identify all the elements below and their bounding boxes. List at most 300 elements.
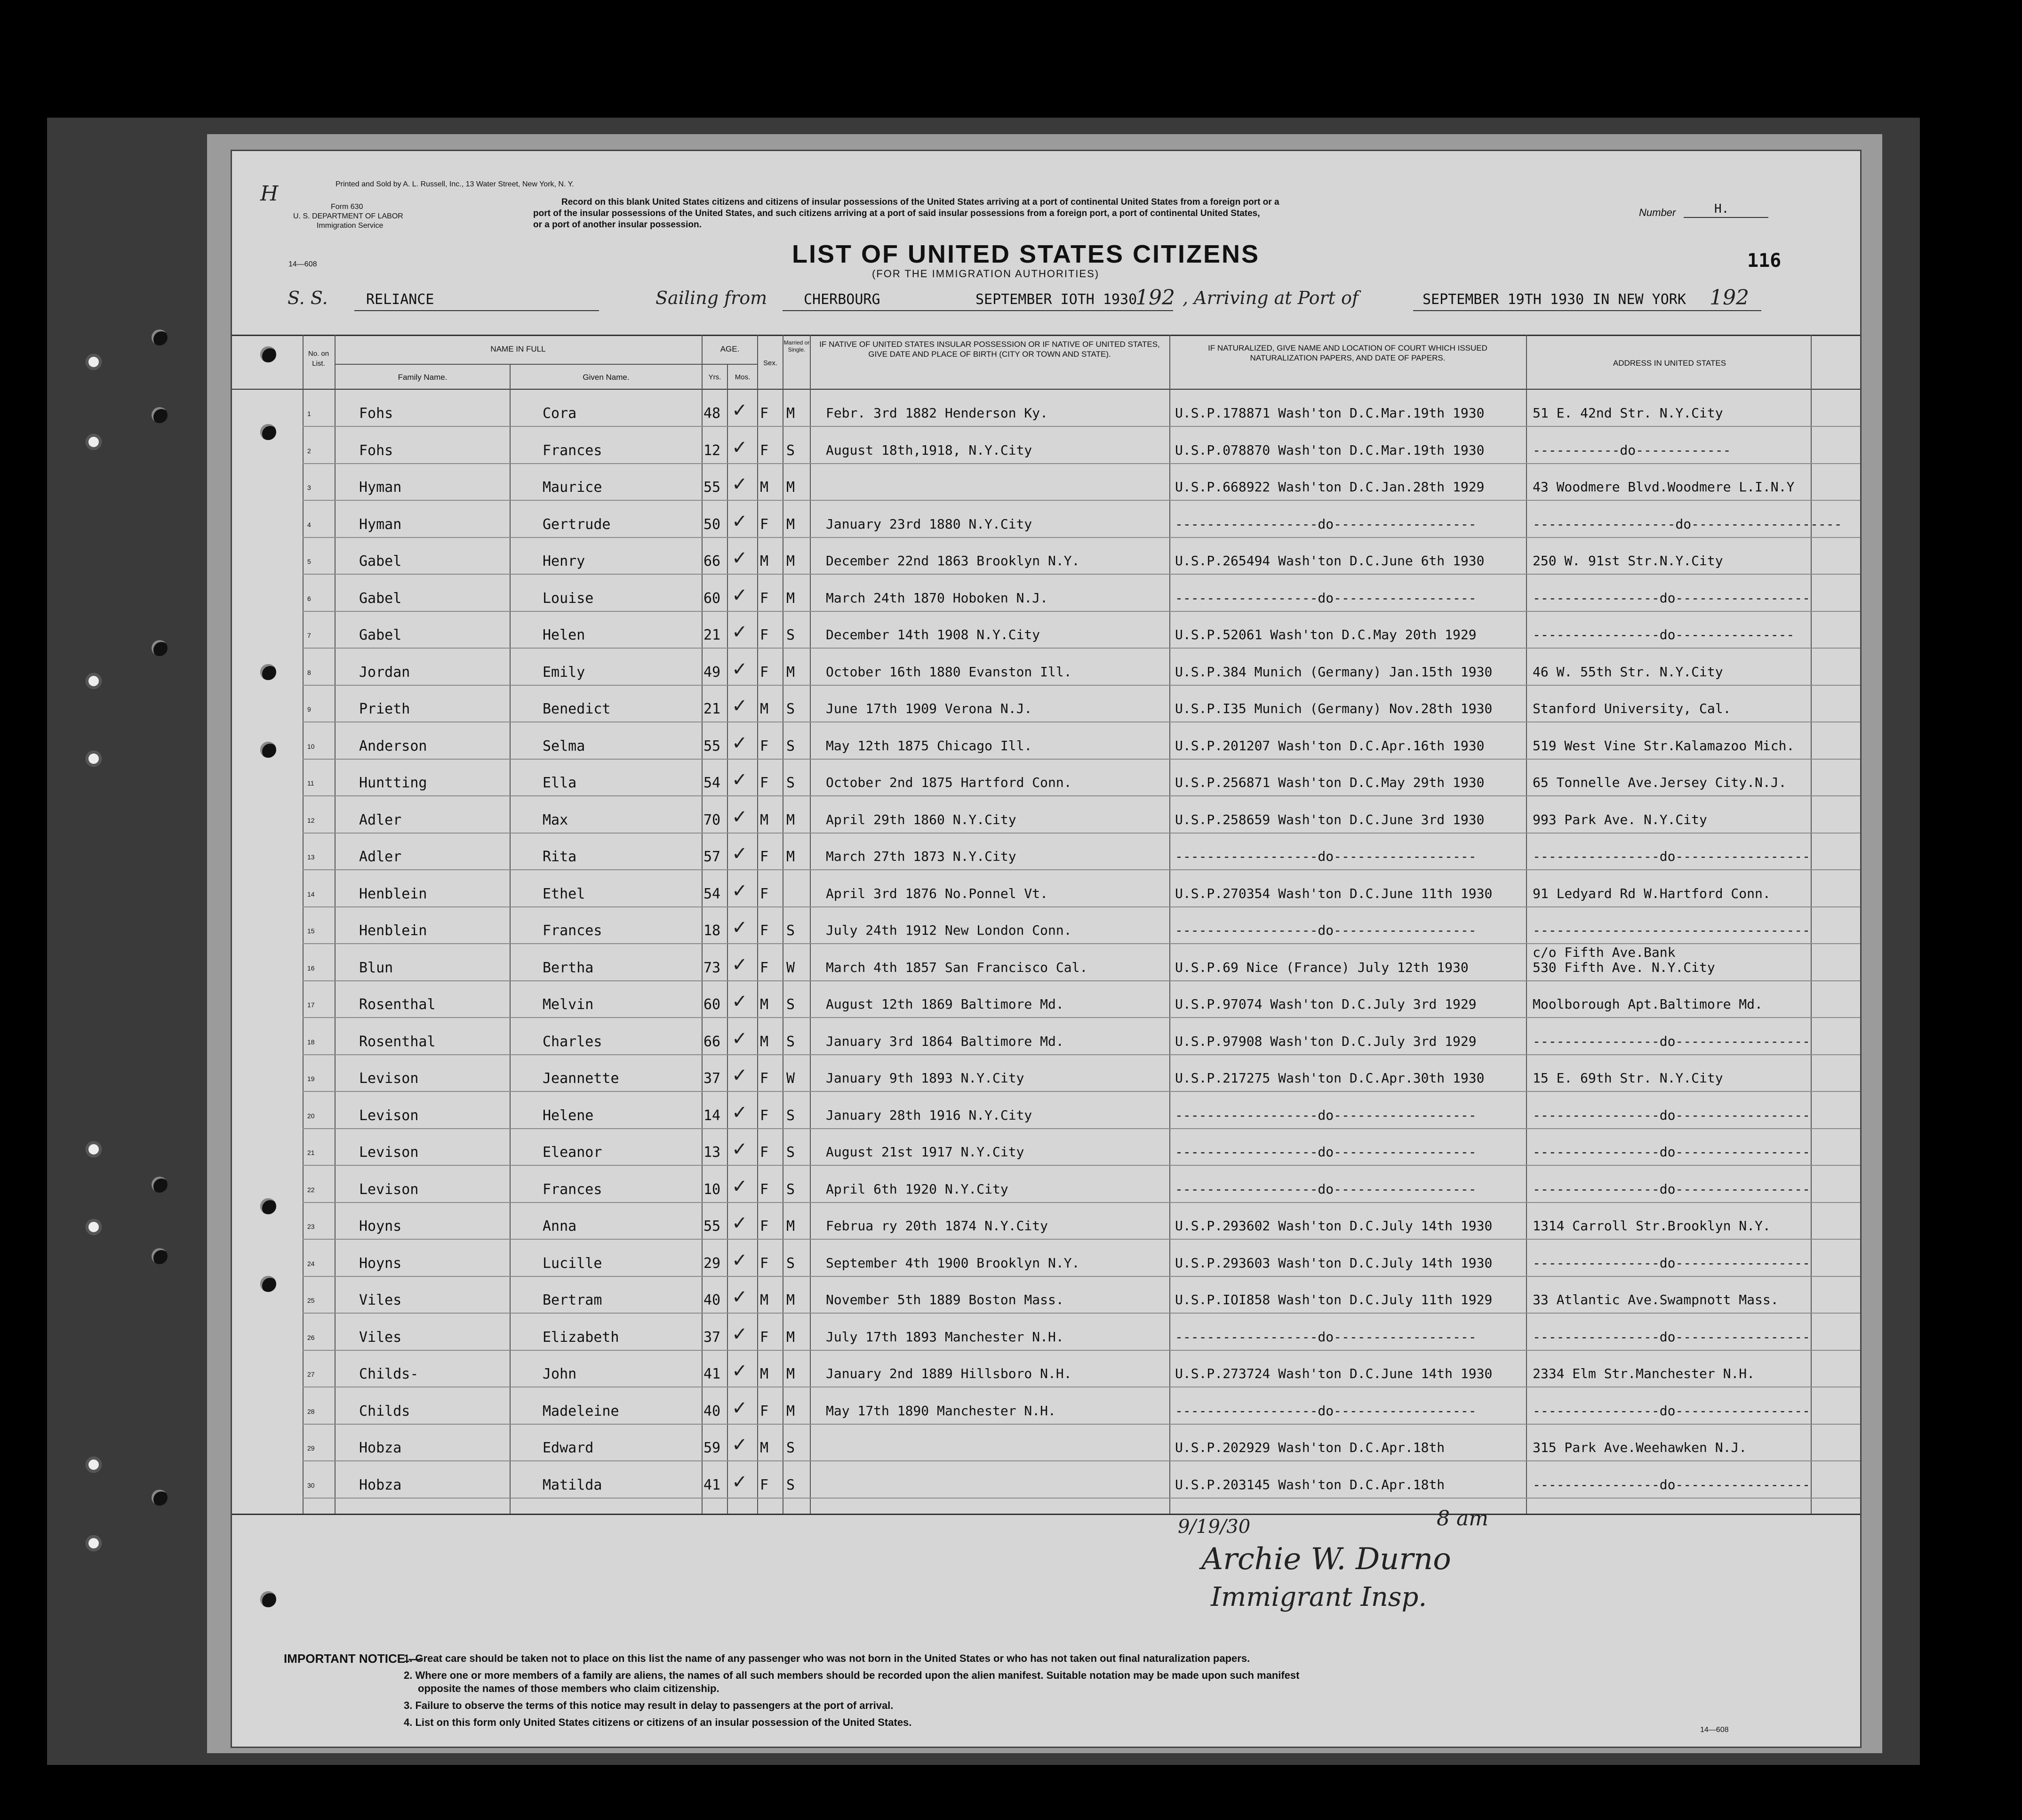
printer-line: Printed and Sold by A. L. Russell, Inc., 13 Water Street, New York, N. Y.	[336, 180, 574, 188]
cell-given: Charles	[543, 1033, 602, 1050]
row-rule	[303, 795, 1860, 796]
cell-age: 54	[703, 775, 721, 791]
cell-age: 21	[703, 701, 721, 717]
cell-age: 37	[703, 1070, 721, 1087]
checkmark-icon: ✓	[732, 1434, 748, 1456]
cell-family: Childs	[359, 1403, 410, 1419]
cell-addr: 250 W. 91st Str.N.Y.City	[1533, 553, 1723, 569]
cell-birth: November 5th 1889 Boston Mass.	[826, 1292, 1064, 1307]
inspector-title: Immigrant Insp.	[1211, 1582, 1427, 1612]
sheet-hole	[260, 424, 276, 440]
cell-age: 57	[703, 849, 721, 865]
cell-sex: F	[760, 442, 769, 459]
row-rule	[303, 463, 1860, 464]
cell-sex: F	[760, 922, 769, 939]
cell-given: Ethel	[543, 885, 585, 902]
cell-addr: 43 Woodmere Blvd.Woodmere L.I.N.Y	[1533, 479, 1795, 495]
cell-ms: M	[786, 849, 795, 865]
sheet-hole	[260, 1591, 276, 1607]
service: Immigration Service	[317, 222, 384, 230]
cell-no: 1	[307, 410, 311, 417]
cell-sex: F	[760, 1403, 769, 1419]
row-rule	[303, 574, 1860, 575]
cell-family: Hoyns	[359, 1218, 402, 1235]
cell-birth: January 3rd 1864 Baltimore Md.	[826, 1033, 1064, 1049]
checkmark-icon: ✓	[732, 1397, 748, 1419]
cell-given: Elizabeth	[543, 1329, 619, 1346]
cell-given: Benedict	[543, 701, 611, 717]
row-rule	[303, 1424, 1860, 1425]
checkmark-icon: ✓	[732, 1101, 748, 1123]
cell-nat: U.S.P.202929 Wash'ton D.C.Apr.18th	[1175, 1440, 1445, 1455]
notice-label: IMPORTANT NOTICE.—	[284, 1652, 421, 1666]
cell-age: 50	[703, 516, 721, 533]
cell-addr: ----------------do-----------------	[1533, 1476, 1811, 1492]
row-rule	[303, 1498, 1860, 1499]
number-label: Number	[1639, 207, 1676, 218]
cell-age: 10	[703, 1181, 721, 1198]
form-title: LIST OF UNITED STATES CITIZENS	[792, 240, 1260, 268]
cell-ms: S	[786, 1033, 795, 1050]
cell-sex: M	[760, 996, 769, 1013]
cell-no: 13	[307, 853, 315, 861]
sailing-date: SEPTEMBER IOTH 1930	[975, 291, 1137, 308]
row-rule	[303, 537, 1860, 538]
sheet-hole	[260, 1276, 276, 1292]
notice-item-2a: 2. Where one or more members of a family are aliens, the names of all such members should be recorded upon the alien manifest. Suitable notation may be made upon such manifest	[404, 1669, 1300, 1681]
cell-no: 19	[307, 1075, 315, 1082]
cell-family: Henblein	[359, 922, 427, 939]
cell-sex: F	[760, 849, 769, 865]
cell-addr: 15 E. 69th Str. N.Y.City	[1533, 1070, 1723, 1086]
cell-family: Levison	[359, 1107, 419, 1124]
col-header-naturalized: IF NATURALIZED, GIVE NAME AND LOCATION OF COURT WHICH ISSUED NATURALIZATION PAPERS, AND DATE OF PAPERS.	[1208, 344, 1487, 362]
cell-age: 40	[703, 1403, 721, 1419]
footer-form-code: 14—608	[1700, 1726, 1729, 1734]
instruction-line-1: Record on this blank United States citizens and citizens of insular possessions of the United States arriving at a port of continental United States from a foreign port or a	[561, 197, 1279, 207]
col-divider	[1169, 335, 1170, 1514]
cell-addr: ----------------do-----------------	[1533, 1033, 1811, 1049]
checkmark-icon: ✓	[732, 695, 748, 717]
cell-age: 40	[703, 1292, 721, 1308]
cell-ms: M	[786, 479, 795, 496]
printed-year-1: 192	[1135, 286, 1175, 310]
cell-addr: ----------------do-----------------	[1533, 1255, 1811, 1271]
cell-birth: January 9th 1893 N.Y.City	[826, 1070, 1024, 1086]
notice-item-4: 4. List on this form only United States citizens or citizens of an insular possession of the United States.	[404, 1716, 912, 1728]
signature-time: 8 am	[1437, 1507, 1488, 1531]
cell-family: Henblein	[359, 885, 427, 902]
cell-nat: U.S.P.668922 Wash'ton D.C.Jan.28th 1929	[1175, 479, 1485, 495]
cell-sex: M	[760, 811, 769, 828]
cell-addr: 91 Ledyard Rd W.Hartford Conn.	[1533, 885, 1771, 901]
cell-birth: March 24th 1870 Hoboken N.J.	[826, 590, 1048, 606]
cell-addr: 315 Park Ave.Weehawken N.J.	[1533, 1440, 1747, 1455]
cell-given: Bertram	[543, 1292, 602, 1308]
col-divider	[810, 335, 811, 1514]
cell-no: 25	[307, 1297, 315, 1304]
cell-age: 14	[703, 1107, 721, 1124]
cell-ms: M	[786, 590, 795, 607]
cell-nat: U.S.P.52061 Wash'ton D.C.May 20th 1929	[1175, 627, 1477, 642]
cell-no: 17	[307, 1001, 315, 1009]
cell-sex: F	[760, 885, 769, 902]
cell-given: John	[543, 1366, 577, 1382]
table-top-rule	[232, 335, 1860, 336]
cell-nat: U.S.P.217275 Wash'ton D.C.Apr.30th 1930	[1175, 1070, 1485, 1086]
checkmark-icon: ✓	[732, 1249, 748, 1271]
col-header-address: ADDRESS IN UNITED STATES	[1613, 359, 1726, 368]
cell-family: Rosenthal	[359, 996, 436, 1013]
printed-year-2: 192	[1710, 286, 1749, 310]
sheet-hole	[260, 1198, 276, 1214]
cell-addr: 1314 Carroll Str.Brooklyn N.Y.	[1533, 1218, 1771, 1234]
cell-nat: U.S.P.69 Nice (France) July 12th 1930	[1175, 959, 1469, 975]
cell-addr: ----------------do-----------------	[1533, 1403, 1811, 1419]
col-divider	[702, 335, 703, 1514]
cell-given: Selma	[543, 738, 585, 754]
cell-ms: S	[786, 1440, 795, 1456]
row-rule	[303, 1165, 1860, 1166]
notice-item-2b: opposite the names of those members who claim citizenship.	[418, 1683, 719, 1694]
col-header-name: NAME IN FULL	[490, 345, 546, 353]
cell-birth: October 16th 1880 Evanston Ill.	[826, 664, 1072, 680]
cell-family: Viles	[359, 1292, 402, 1308]
arrival-underline	[1413, 310, 1761, 311]
row-rule	[303, 1128, 1860, 1129]
cell-addr: 993 Park Ave. N.Y.City	[1533, 811, 1707, 827]
col-header-marital: Married or Single.	[783, 339, 810, 353]
cell-nat: U.S.P.270354 Wash'ton D.C.June 11th 1930	[1175, 885, 1493, 901]
col-header-yrs: Yrs.	[708, 373, 721, 381]
table-header-rule	[232, 389, 1860, 390]
checkmark-icon: ✓	[732, 769, 748, 791]
cell-addr: ----------------do-----------------	[1533, 1144, 1811, 1160]
cell-age: 59	[703, 1440, 721, 1456]
row-rule	[303, 426, 1860, 427]
row-rule	[303, 906, 1860, 907]
cell-nat: U.S.P.384 Munich (Germany) Jan.15th 1930	[1175, 664, 1493, 680]
cell-sex: F	[760, 1218, 769, 1235]
cell-sex: M	[760, 1366, 769, 1382]
cell-nat: U.S.P.97074 Wash'ton D.C.July 3rd 1929	[1175, 996, 1477, 1012]
cell-no: 30	[307, 1481, 315, 1489]
cell-given: Frances	[543, 442, 602, 459]
cell-sex: F	[760, 1070, 769, 1087]
cell-birth: January 23rd 1880 N.Y.City	[826, 516, 1032, 532]
cell-nat: U.S.P.265494 Wash'ton D.C.June 6th 1930	[1175, 553, 1485, 569]
cell-nat: ------------------do------------------	[1175, 1181, 1477, 1197]
name-subheader-rule	[335, 364, 702, 365]
cell-ms: M	[786, 516, 795, 533]
cell-addr: 46 W. 55th Str. N.Y.City	[1533, 664, 1723, 680]
cell-age: 13	[703, 1144, 721, 1161]
checkmark-icon: ✓	[732, 621, 748, 643]
cell-given: Max	[543, 811, 568, 828]
cell-no: 14	[307, 890, 315, 898]
cell-no: 8	[307, 668, 311, 676]
col-header-no: No. on List.	[308, 350, 329, 368]
cell-given: Cora	[543, 405, 577, 422]
cell-ms: M	[786, 1218, 795, 1235]
cell-nat: ------------------do------------------	[1175, 1403, 1477, 1419]
col-divider	[1811, 335, 1812, 1514]
checkmark-icon: ✓	[732, 584, 748, 606]
cell-addr: 519 West Vine Str.Kalamazoo Mich.	[1533, 738, 1795, 754]
col-divider	[757, 335, 758, 1514]
cell-given: Matilda	[543, 1476, 602, 1493]
row-rule	[303, 759, 1860, 760]
cell-sex: F	[760, 1255, 769, 1272]
binder-hole	[152, 329, 168, 345]
cell-ms: S	[786, 701, 795, 717]
cell-sex: F	[760, 405, 769, 422]
cell-addr: 33 Atlantic Ave.Swampnott Mass.	[1533, 1292, 1779, 1307]
col-header-sex: Sex.	[763, 359, 777, 367]
cell-no: 16	[307, 964, 315, 972]
cell-addr-line1: c/o Fifth Ave.Bank	[1533, 944, 1676, 960]
cell-no: 21	[307, 1149, 315, 1156]
corner-mark: H	[260, 182, 279, 206]
cell-nat: ------------------do------------------	[1175, 1329, 1477, 1345]
cell-no: 23	[307, 1223, 315, 1230]
cell-age: 48	[703, 405, 721, 422]
cell-age: 49	[703, 664, 721, 681]
row-rule	[303, 1460, 1860, 1461]
checkmark-icon: ✓	[732, 658, 748, 680]
cell-family: Hyman	[359, 479, 402, 496]
cell-no: 4	[307, 521, 311, 529]
cell-birth: August 21st 1917 N.Y.City	[826, 1144, 1024, 1160]
row-rule	[303, 1313, 1860, 1314]
checkmark-icon: ✓	[732, 1175, 748, 1197]
cell-no: 11	[307, 779, 314, 787]
cell-no: 28	[307, 1407, 315, 1415]
instruction-line-2: port of the insular possessions of the United States, and such citizens arriving at a port of said insular possessions from a foreign port, a port of continental United States,	[533, 208, 1260, 218]
cell-addr: Moolborough Apt.Baltimore Md.	[1533, 996, 1763, 1012]
col-divider	[727, 364, 728, 1514]
instruction-line-3: or a port of another insular possession.	[533, 220, 702, 230]
cell-sex: F	[760, 1144, 769, 1161]
cell-birth: July 24th 1912 New London Conn.	[826, 922, 1072, 938]
cell-given: Madeleine	[543, 1403, 619, 1419]
cell-given: Gertrude	[543, 516, 611, 533]
cell-addr: ----------------do---------------	[1533, 627, 1795, 642]
cell-family: Gabel	[359, 553, 402, 569]
cell-given: Anna	[543, 1218, 577, 1235]
cell-given: Emily	[543, 664, 585, 681]
checkmark-icon: ✓	[732, 473, 748, 495]
cell-age: 41	[703, 1476, 721, 1493]
cell-age: 73	[703, 959, 721, 976]
cell-family: Prieth	[359, 701, 410, 717]
cell-given: Jeannette	[543, 1070, 619, 1087]
cell-birth: December 14th 1908 N.Y.City	[826, 627, 1040, 642]
cell-given: Frances	[543, 922, 602, 939]
cell-nat: U.S.P.258659 Wash'ton D.C.June 3rd 1930	[1175, 811, 1485, 827]
cell-family: Jordan	[359, 664, 410, 681]
checkmark-icon: ✓	[732, 1139, 748, 1160]
cell-birth: July 17th 1893 Manchester N.H.	[826, 1329, 1064, 1345]
cell-no: 24	[307, 1259, 315, 1267]
cell-sex: M	[760, 553, 769, 569]
cell-nat: ------------------do------------------	[1175, 1144, 1477, 1160]
cell-addr: ----------------do-----------------	[1533, 590, 1811, 606]
row-rule	[303, 1239, 1860, 1240]
col-divider	[303, 335, 304, 1514]
cell-birth: April 6th 1920 N.Y.City	[826, 1181, 1008, 1197]
cell-no: 22	[307, 1186, 315, 1194]
cell-ms: M	[786, 1329, 795, 1346]
cell-nat: U.S.P.I35 Munich (Germany) Nov.28th 1930	[1175, 701, 1493, 716]
cell-age: 41	[703, 1366, 721, 1382]
cell-ms: S	[786, 1181, 795, 1198]
cell-nat: ------------------do------------------	[1175, 1107, 1477, 1123]
cell-family: Adler	[359, 811, 402, 828]
cell-sex: F	[760, 1329, 769, 1346]
cell-sex: F	[760, 738, 769, 754]
cell-sex: M	[760, 1033, 769, 1050]
cell-family: Gabel	[359, 590, 402, 607]
cell-sex: M	[760, 1292, 769, 1308]
cell-addr: ----------------do-----------------	[1533, 1107, 1811, 1123]
cell-addr: ----------------do-----------------	[1533, 849, 1811, 864]
cell-sex: M	[760, 701, 769, 717]
binder-hole	[86, 1535, 102, 1551]
cell-birth: March 27th 1873 N.Y.City	[826, 849, 1016, 864]
cell-birth: Februa ry 20th 1874 N.Y.City	[826, 1218, 1048, 1234]
cell-family: Levison	[359, 1070, 419, 1087]
binder-hole	[86, 751, 102, 767]
cell-ms: W	[786, 1070, 795, 1087]
checkmark-icon: ✓	[732, 880, 748, 902]
cell-nat: U.S.P.178871 Wash'ton D.C.Mar.19th 1930	[1175, 405, 1485, 421]
cell-ms: S	[786, 1144, 795, 1161]
cell-addr: -----------do------------	[1533, 442, 1731, 458]
cell-addr: ----------------do-----------------	[1533, 1329, 1811, 1345]
arriving-label: , Arriving at Port of	[1183, 288, 1359, 308]
cell-no: 27	[307, 1371, 315, 1378]
row-rule	[303, 1054, 1860, 1055]
cell-ms: S	[786, 922, 795, 939]
cell-given: Louise	[543, 590, 594, 607]
cell-age: 29	[703, 1255, 721, 1272]
cell-ms: M	[786, 811, 795, 828]
cell-family: Hyman	[359, 516, 402, 533]
checkmark-icon: ✓	[732, 1323, 748, 1345]
cell-given: Melvin	[543, 996, 594, 1013]
checkmark-icon: ✓	[732, 843, 748, 865]
row-rule	[303, 833, 1860, 834]
cell-addr: 51 E. 42nd Str. N.Y.City	[1533, 405, 1723, 421]
binder-hole	[152, 1248, 168, 1264]
cell-sex: F	[760, 664, 769, 681]
cell-sex: M	[760, 479, 769, 496]
cell-ms: S	[786, 996, 795, 1013]
binder-hole	[86, 1219, 102, 1235]
cell-ms: M	[786, 1366, 795, 1382]
cell-ms: M	[786, 553, 795, 569]
cell-family: Adler	[359, 849, 402, 865]
col-header-mos: Mos.	[735, 373, 751, 381]
cell-sex: F	[760, 1476, 769, 1493]
ss-label: S. S.	[288, 288, 328, 308]
cell-given: Henry	[543, 553, 585, 569]
col-header-family: Family Name.	[398, 373, 448, 382]
cell-nat: U.S.P.293603 Wash'ton D.C.July 14th 1930	[1175, 1255, 1493, 1271]
row-rule	[303, 980, 1860, 981]
form-code: 14—608	[288, 260, 317, 268]
cell-sex: F	[760, 1181, 769, 1198]
binder-hole	[152, 407, 168, 423]
cell-family: Rosenthal	[359, 1033, 436, 1050]
cell-ms: S	[786, 1107, 795, 1124]
number-value: H.	[1714, 202, 1729, 216]
cell-no: 15	[307, 927, 315, 935]
cell-ms: M	[786, 664, 795, 681]
cell-age: 66	[703, 553, 721, 569]
cell-birth: August 12th 1869 Baltimore Md.	[826, 996, 1064, 1012]
form-subtitle: (FOR THE IMMIGRATION AUTHORITIES)	[872, 268, 1100, 280]
col-header-birth: IF NATIVE OF UNITED STATES INSULAR POSSESSION OR IF NATIVE OF UNITED STATES, GIVE DATE AND PLACE OF BIRTH (CITY OR TOWN AND STATE).	[819, 340, 1160, 359]
cell-nat: U.S.P.273724 Wash'ton D.C.June 14th 1930	[1175, 1366, 1493, 1381]
cell-birth: January 28th 1916 N.Y.City	[826, 1107, 1032, 1123]
cell-age: 37	[703, 1329, 721, 1346]
checkmark-icon: ✓	[732, 1065, 748, 1086]
cell-sex: F	[760, 775, 769, 791]
cell-nat: U.S.P.256871 Wash'ton D.C.May 29th 1930	[1175, 775, 1485, 790]
sheet-hole	[260, 664, 276, 680]
cell-birth: May 17th 1890 Manchester N.H.	[826, 1403, 1056, 1419]
row-rule	[303, 685, 1860, 686]
notice-item-3: 3. Failure to observe the terms of this notice may result in delay to passengers at the port of arrival.	[404, 1700, 894, 1711]
cell-given: Helene	[543, 1107, 594, 1124]
cell-given: Bertha	[543, 959, 594, 976]
page-number: 116	[1747, 250, 1782, 272]
checkmark-icon: ✓	[732, 436, 748, 458]
cell-given: Frances	[543, 1181, 602, 1198]
sheet-hole	[260, 742, 276, 758]
number-underline	[1684, 217, 1768, 218]
row-rule	[303, 611, 1860, 612]
checkmark-icon: ✓	[732, 1471, 748, 1493]
row-rule	[303, 1276, 1860, 1277]
cell-family: Anderson	[359, 738, 427, 754]
checkmark-icon: ✓	[732, 510, 748, 532]
ship-underline	[354, 310, 599, 311]
cell-family: Hobza	[359, 1440, 402, 1456]
row-rule	[303, 1017, 1860, 1018]
cell-given: Helen	[543, 627, 585, 643]
cell-addr: 65 Tonnelle Ave.Jersey City.N.J.	[1533, 775, 1787, 790]
cell-no: 9	[307, 706, 311, 713]
cell-age: 12	[703, 442, 721, 459]
checkmark-icon: ✓	[732, 400, 748, 421]
cell-no: 7	[307, 632, 311, 639]
cell-no: 2	[307, 447, 311, 455]
cell-given: Maurice	[543, 479, 602, 496]
checkmark-icon: ✓	[732, 991, 748, 1012]
cell-no: 10	[307, 742, 315, 750]
cell-ms: S	[786, 738, 795, 754]
cell-addr: ----------------do-----------------	[1533, 1181, 1811, 1197]
binder-hole	[86, 673, 102, 689]
cell-no: 6	[307, 594, 311, 602]
cell-nat: U.S.P.IOI858 Wash'ton D.C.July 11th 1929	[1175, 1292, 1493, 1307]
cell-nat: ------------------do------------------	[1175, 590, 1477, 606]
cell-ms: S	[786, 442, 795, 459]
cell-given: Rita	[543, 849, 577, 865]
